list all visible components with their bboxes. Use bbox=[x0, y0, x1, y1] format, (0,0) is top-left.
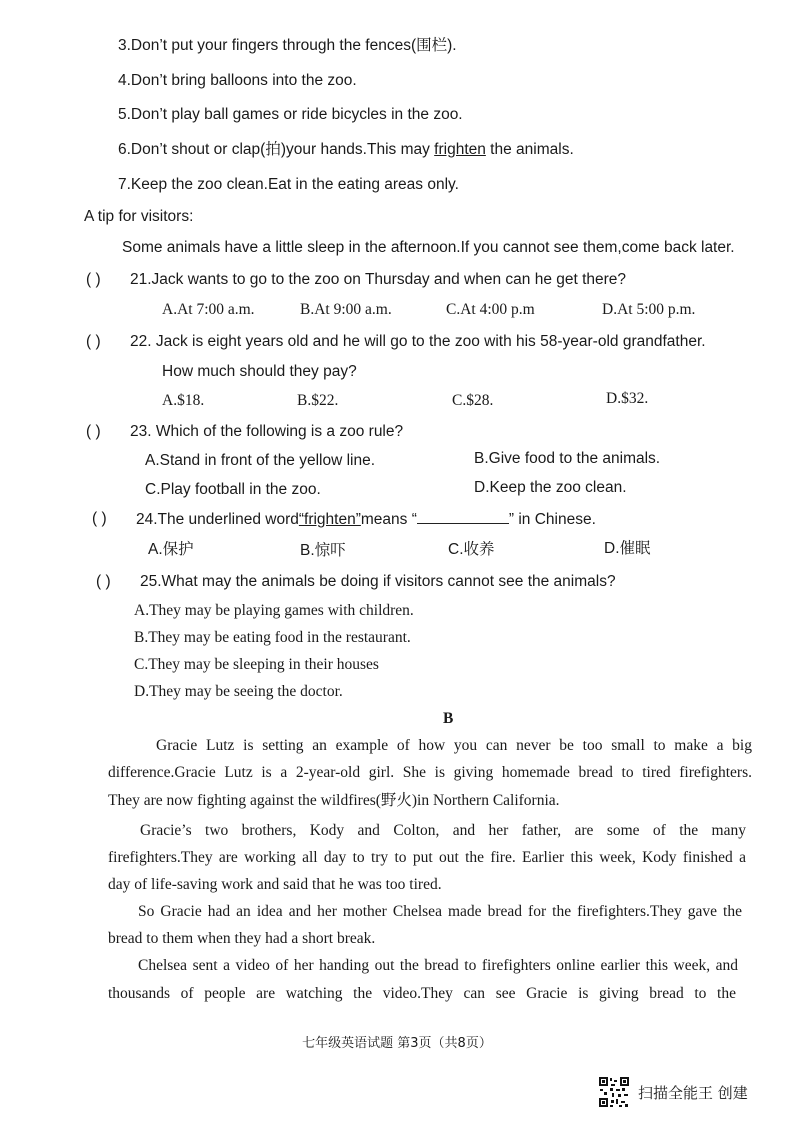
q21-stem: 21.Jack wants to go to the zoo on Thursday and when can he get there? bbox=[130, 271, 627, 288]
q25-answer-bracket[interactable]: ( ) bbox=[96, 573, 111, 590]
q24-option-a[interactable]: A.保护 bbox=[148, 541, 194, 558]
q21-answer-bracket[interactable]: ( ) bbox=[86, 271, 101, 288]
q22-option-c[interactable]: C.$28. bbox=[452, 392, 494, 409]
q24-stem-pre: 24.The underlined word bbox=[136, 511, 299, 528]
passage-line-1: Gracie Lutz is setting an example of how you can never be too small to make a big bbox=[156, 737, 752, 754]
q23-answer-bracket[interactable]: ( ) bbox=[86, 423, 101, 440]
q22-stem: 22. Jack is eight years old and he will go to the zoo with his 58-year-old grandfather. bbox=[130, 333, 706, 350]
passage-line-5: firefighters.They are working all day to try to put out the fire. Earlier this week, Kody finished a bbox=[108, 849, 746, 866]
q24-option-c[interactable]: C.收养 bbox=[448, 541, 495, 558]
passage-line-9: Chelsea sent a video of her handing out the bread to firefighters online earlier this week, and bbox=[138, 957, 738, 974]
q24-answer-blank[interactable] bbox=[417, 509, 509, 524]
q23-stem: 23. Which of the following is a zoo rule? bbox=[130, 423, 404, 440]
tip-title: A tip for visitors: bbox=[84, 208, 194, 225]
section-b-heading: B bbox=[443, 710, 454, 727]
q22-option-b[interactable]: B.$22. bbox=[297, 392, 339, 409]
rule-6 bbox=[118, 140, 574, 160]
q25-option-c[interactable]: C.They may be sleeping in their houses bbox=[134, 656, 379, 673]
rule-6-underlined-word: frighten bbox=[434, 141, 486, 158]
q25-option-b[interactable]: B.They may be eating food in the restaurant. bbox=[134, 629, 411, 646]
rule-6-post: the animals. bbox=[485, 141, 574, 158]
q25-stem: 25.What may the animals be doing if visitors cannot see the animals? bbox=[140, 573, 616, 590]
q22-option-d[interactable]: D.$32. bbox=[606, 390, 649, 407]
q21-option-a[interactable]: A.At 7:00 a.m. bbox=[162, 301, 255, 318]
q24-option-d[interactable]: D.催眠 bbox=[604, 540, 651, 557]
passage-line-6: day of life-saving work and said that he was too tired. bbox=[108, 876, 442, 893]
passage-line-10: thousands of people are watching the video.They can see Gracie is giving bread to the bbox=[108, 985, 736, 1002]
q22-option-a[interactable]: A.$18. bbox=[162, 392, 205, 409]
page-footer: 七年级英语试题 第3页（共8页） bbox=[302, 1036, 492, 1051]
q21-option-c[interactable]: C.At 4:00 p.m bbox=[446, 301, 535, 318]
q21-option-b[interactable]: B.At 9:00 a.m. bbox=[300, 301, 392, 318]
q24-underlined-word: “frighten” bbox=[298, 511, 361, 528]
passage-line-2: difference.Gracie Lutz is a 2-year-old girl. She is giving homemade bread to tired firefighters. bbox=[108, 764, 752, 781]
rule-5: 5.Don’t play ball games or ride bicycles in the zoo. bbox=[118, 106, 463, 123]
q22-answer-bracket[interactable]: ( ) bbox=[86, 333, 101, 350]
rule-4: 4.Don’t bring balloons into the zoo. bbox=[118, 72, 357, 89]
q22-stem-line-2: How much should they pay? bbox=[162, 363, 357, 380]
q21-option-d[interactable]: D.At 5:00 p.m. bbox=[602, 301, 696, 318]
passage-line-3: They are now fighting against the wildfires(野火)in Northern California. bbox=[108, 792, 560, 809]
rule-6-pre: 6.Don’t shout or clap(拍)your hands.This may bbox=[118, 141, 435, 158]
rule-7: 7.Keep the zoo clean.Eat in the eating areas only. bbox=[118, 176, 459, 193]
q24-answer-bracket[interactable]: ( ) bbox=[92, 510, 107, 527]
q25-option-a[interactable]: A.They may be playing games with children. bbox=[134, 602, 414, 619]
q23-option-b[interactable]: B.Give food to the animals. bbox=[474, 450, 661, 467]
qr-code-icon bbox=[598, 1076, 630, 1108]
rule-3: 3.Don’t put your fingers through the fences(围栏). bbox=[118, 37, 457, 54]
passage-line-8: bread to them when they had a short break. bbox=[108, 930, 376, 947]
passage-line-7: So Gracie had an idea and her mother Chelsea made bread for the firefighters.They gave the bbox=[138, 903, 742, 920]
passage-line-4: Gracie’s two brothers, Kody and Colton, and her father, are some of the many bbox=[140, 822, 746, 839]
q24-stem bbox=[136, 509, 596, 530]
q24-option-b[interactable]: B.惊吓 bbox=[300, 542, 346, 559]
tip-text: Some animals have a little sleep in the afternoon.If you cannot see them,come back later. bbox=[122, 239, 735, 256]
q24-stem-post: ” in Chinese. bbox=[508, 511, 596, 528]
q24-stem-mid: means “ bbox=[360, 511, 417, 528]
q23-option-a[interactable]: A.Stand in front of the yellow line. bbox=[145, 452, 376, 469]
q23-option-d[interactable]: D.Keep the zoo clean. bbox=[474, 479, 627, 496]
q23-option-c[interactable]: C.Play football in the zoo. bbox=[145, 481, 321, 498]
scanner-watermark: 扫描全能王 创建 bbox=[638, 1084, 748, 1102]
q25-option-d[interactable]: D.They may be seeing the doctor. bbox=[134, 683, 343, 700]
